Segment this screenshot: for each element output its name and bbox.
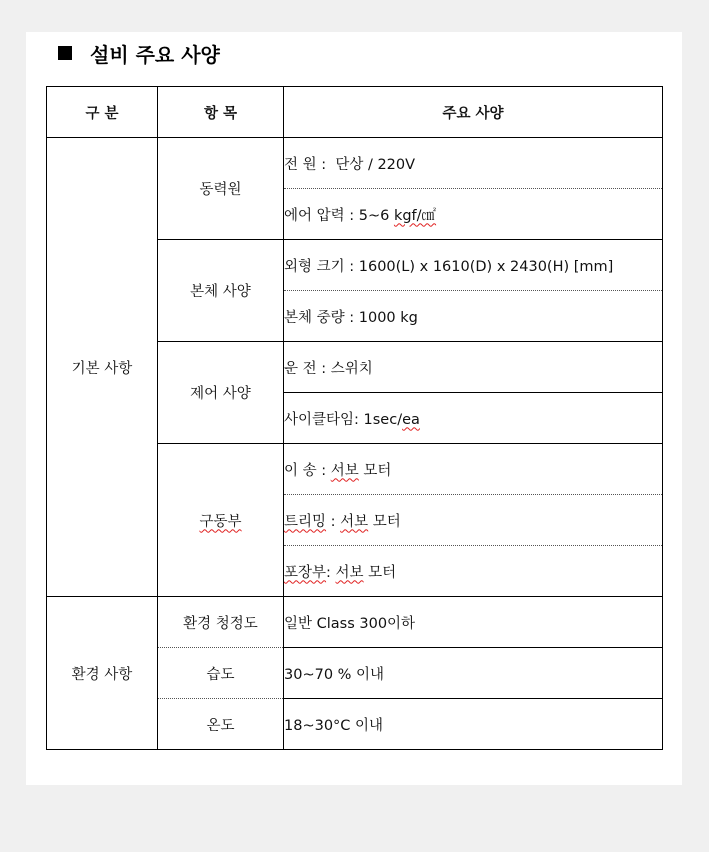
spec-size: 외형 크기 : 1600(L) x 1610(D) x 2430(H) [mm] xyxy=(284,240,663,291)
square-bullet-icon xyxy=(58,46,72,60)
spec-power-supply xyxy=(284,138,663,189)
spec-cycle-time xyxy=(284,393,663,444)
spec-trimming xyxy=(284,495,663,546)
document-page xyxy=(26,32,682,785)
spec-text: 모터 xyxy=(363,564,397,581)
spec-label: 전 원 : xyxy=(284,156,327,173)
item-temperature: 온도 xyxy=(158,699,284,750)
table-row xyxy=(47,138,663,189)
item-humidity: 습도 xyxy=(158,648,284,699)
item-drive xyxy=(158,444,284,597)
section-heading xyxy=(58,38,220,68)
spec-text: 모터 xyxy=(358,462,392,479)
spec-unit: kgf/㎠ xyxy=(393,207,437,224)
item-drive-label: 구동부 xyxy=(199,513,242,530)
spec-operation: 운 전 : 스위치 xyxy=(284,342,663,393)
spec-air-pressure xyxy=(284,189,663,240)
spec-unit: ea xyxy=(402,411,420,428)
spec-text: 이 송 : xyxy=(284,462,331,479)
item-power: 동력원 xyxy=(158,138,284,240)
spec-cleanliness: 일반 Class 300이하 xyxy=(284,597,663,648)
spec-transfer xyxy=(284,444,663,495)
spec-humidity: 30~70 % 이내 xyxy=(284,648,663,699)
spec-text: 서보 xyxy=(335,564,364,581)
item-cleanliness: 환경 청정도 xyxy=(158,597,284,648)
section-title: 설비 주요 사양 xyxy=(90,42,220,67)
spec-packing xyxy=(284,546,663,597)
spec-text: 에어 압력 : 5~6 xyxy=(284,207,394,224)
spec-text: 서보 xyxy=(330,462,359,479)
spec-text: : xyxy=(326,564,336,581)
item-control: 제어 사양 xyxy=(158,342,284,444)
group-env: 환경 사항 xyxy=(47,597,158,750)
header-category: 구 분 xyxy=(47,87,158,138)
spec-text: 사이클타임: 1sec/ xyxy=(284,411,403,428)
spec-text: 포장부 xyxy=(284,564,327,581)
header-spec: 주요 사양 xyxy=(284,87,663,138)
table-row xyxy=(47,597,663,648)
spec-weight: 본체 중량 : 1000 kg xyxy=(284,291,663,342)
spec-value: 단상 / 220V xyxy=(335,156,416,173)
header-row xyxy=(47,87,663,138)
spec-text: 모터 xyxy=(368,513,401,530)
header-item: 항 목 xyxy=(158,87,284,138)
spec-temperature: 18~30°C 이내 xyxy=(284,699,663,750)
spec-text: 서보 xyxy=(340,513,369,530)
item-body: 본체 사양 xyxy=(158,240,284,342)
spec-table xyxy=(46,86,663,750)
group-basic: 기본 사항 xyxy=(47,138,158,597)
spec-text: 트리밍 xyxy=(284,513,327,530)
spec-text: : xyxy=(326,513,341,530)
